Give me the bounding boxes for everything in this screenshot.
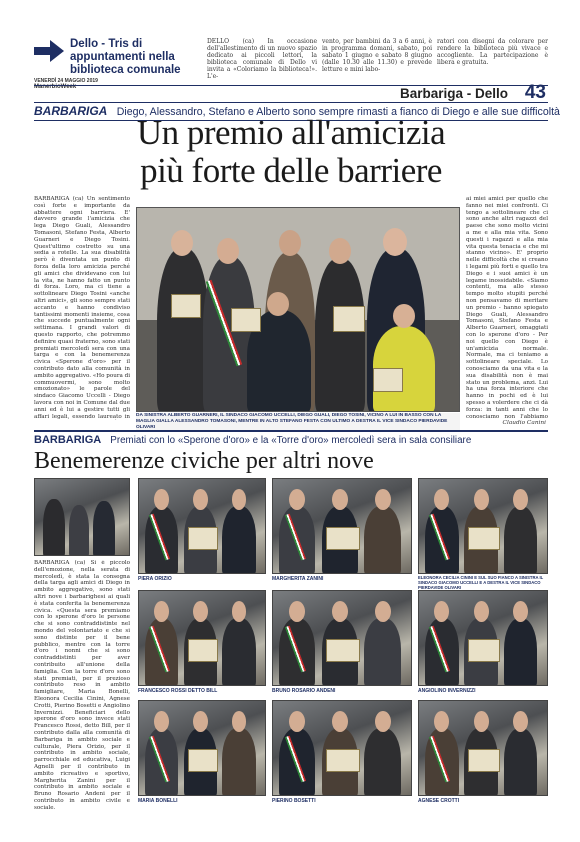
person-head (332, 489, 348, 510)
mid-col-bottom (136, 420, 238, 430)
kicker-place: BARBARIGA (34, 104, 108, 118)
person-head (193, 601, 208, 622)
person-head (154, 489, 169, 510)
person-head (289, 489, 305, 510)
person-head (375, 711, 391, 732)
headline-line-2: più forte delle barriere (140, 151, 442, 190)
award-plaque (326, 639, 360, 662)
person-head (434, 489, 449, 510)
article2-body: BARBARIGA (ca) Si è piccolo dell'emozione, nella serata di mercoledì, è stata la consegna della targa agli amici di Diego in ambito aggregativo, sono stati altri nove i barbarighesi ai quali è stata conferita la benemerenza civica. «Questa sera premiamo con lo sperone d'oro le persone che si sono contraddistinte nel mondo del volontariato e che si sono distinte per il bene pubblico, mentre con la torre d'oro i nonni che si sono contraddistinti per aver contribuito all'unione della famiglia. Con la torre d'oro sono stati premiati, per il prezioso contributo reso in ambito famigliare, Maria Bonelli, Eleonora Cecilia Cinini, Agnese Crotti, Pierino Bosetti e Angiolino Invernizzi. Beneficiari dello sperone d'oro sono invece stati Francesco Rossi, detto Bill, per il contributo dalla alla comunità di Barbariga in ambito sociale e culturale, Piera Orizio, per il contributo in ambito sociale, parrocchiale ed educativa, Luigi Agnelli per il contributo in ambito ricreativo e sportivo, Margherita Zanini per il contributo in ambito sociale e Bruno Rosario Andeni per il contributo in ambito civile e sociale. (34, 560, 130, 811)
paper-name: ManerbioWeek (34, 84, 77, 90)
award-photo-caption: MARGHERITA ZANINI (272, 576, 324, 582)
ceremony-photo (34, 478, 130, 556)
article1-headline (34, 114, 548, 190)
date-text: VENERDÌ 24 MAGGIO 2019 (34, 78, 98, 84)
person-head (375, 601, 391, 622)
person-silhouette (364, 728, 400, 796)
person-head (289, 711, 305, 732)
article-signature: Claudio Canini (502, 420, 546, 426)
top-strip-headline: Dello - Tris di appuntamenti nella biblioteca comunale (70, 38, 181, 76)
award-photo (272, 590, 412, 686)
kicker2-text: Premiati con lo «Sperone d'oro» e la «Torre d'oro» mercoledì sera in sala consiliare (110, 435, 472, 446)
award-photo-caption: PIERA ORIZIO (138, 576, 172, 582)
arrow-right-icon (34, 40, 64, 62)
person-head (434, 601, 449, 622)
section-name: Barbariga - Dello (399, 86, 508, 101)
person-silhouette (364, 618, 400, 686)
person-head (332, 601, 348, 622)
person-head (289, 601, 305, 622)
main-group-photo (136, 207, 460, 412)
award-photo-caption: AGNESE CROTTI (418, 798, 460, 804)
person-head (375, 489, 391, 510)
person-head (193, 711, 208, 732)
person-head (232, 489, 247, 510)
person-head (474, 489, 489, 510)
person-silhouette (222, 506, 255, 574)
article2-headline: Benemerenze civiche per altri nove (34, 448, 374, 474)
award-photo-caption: ELEONORA CECILIA CININI E SUL SUO FIANCO A SINISTRA IL SINDACO GIACOMO UCCELLI E A DESTRA IL VICE SINDACO PIERDAVIDE OLIVARI (418, 575, 544, 590)
headline-line-1: Un premio all'amicizia (136, 113, 446, 152)
award-plaque (326, 749, 360, 772)
award-plaque (188, 527, 219, 550)
kicker-text: Diego, Alessandro, Stefano e Alberto sono sempre rimasti a fianco di Diego e alle sue difficoltà (116, 106, 560, 118)
article2-rule (34, 430, 548, 432)
award-plaque (188, 749, 219, 772)
article1-col-left: BARBARIGA (ca) Un sentimento così forte e importante da abbattere ogni barriera. E' davvero grande l'amicizia che lega Diego Guali, Alessandro Tomasoni, Stefano Festa, Alberto Guarneri e Diego Tosini. Quest'ultimo costretto su una sedia a rotelle. La sua disabilità però è diventata un punto di forza della loro amicizia perché gli amici che dividevano con lui la vita, ne hanno fatto un punto di forza. Loro, ma ci tiene a sottolineare Diego Tosini «anche altri amici», gli sono sempre stati accanto e hanno condiviso tantissimi momenti insieme, cosa che succede puntualmente ogni settimana. I grandi valori di questo rapporto, che potremmo definire quasi fraterno, sono stati premiati mercoledì sera con una targa e con la benemerenza civica «Sperone d'oro» per il contributo dato alla comunità in ambito aggregativo. «Ho poura di commuovermi, sono molto emozionato» le parole del sindaco Giacomo Uccelli - Diego lavora con noi in Comune dal due anni ed è lui a gestire tutti gli affari legali, essendo laureato in (34, 196, 130, 420)
person-silhouette (222, 618, 255, 686)
award-photo-caption: ANGIOLINO INVERNIZZI (418, 688, 476, 694)
award-plaque (326, 527, 360, 550)
person-silhouette (364, 506, 400, 574)
person-head (474, 711, 489, 732)
person-silhouette (222, 728, 255, 796)
person-head (193, 489, 208, 510)
person-silhouette (504, 618, 538, 686)
award-photo (138, 478, 266, 574)
award-photo (418, 700, 548, 796)
article2-kicker (34, 433, 548, 448)
person-head (513, 711, 528, 732)
person-head (513, 601, 528, 622)
person-silhouette (504, 506, 538, 574)
award-photo (418, 478, 548, 574)
award-plaque (468, 527, 499, 550)
kicker2-place: BARBARIGA (34, 434, 102, 446)
article1-col-right: ai miei amici per quello che fanno nei miei confronti. Ci tengo a sottolineare che ci sono anche altri ragazzi del paese che sono molto vicini a me e alla mia vita. Sono questi i ragazzi e alla mia vita questa tenacia e che mi stanno vicino». E' proprio nelle difficoltà che si creano i legami più forti e quello tra Diego e i suoi amici è un legame inossidabile. «Siamo contenti, ma allo stesso tempo molto stupiti perché non pensavamo di meritare un premio - hanno spiegato Diego Guali, Alessandro Tomasoni, Stefano Festa e Alberto Guarneri, omaggiati con lo sperone d'oro - Per noi quello con Diego è un'amicizia normale. Normale, ma ci teniamo a sottolineare speciale. Lo conosciamo da una vita e la sua disabilità non è mai stato un problema, anzi. Lui ha una forza interiore che hanno in pochi ed è lui spesso a volerdere che ci dà forza: in tanti anni che lo conosciamo non l'abbiamo (466, 196, 548, 418)
award-photo (272, 700, 412, 796)
award-plaque (468, 639, 499, 662)
person-head (474, 601, 489, 622)
award-photo (138, 700, 266, 796)
award-plaque (188, 639, 219, 662)
top-strip-col-1: DELLO (ca) In occasione dell'allestimento di un nuovo spazio dedicato ai piccoli lettori, la biblioteca comunale di Dello vi invita a «Coloriamo la biblioteca!». L'e- (207, 38, 317, 80)
person-head (332, 711, 348, 732)
top-strip-col-3: ratori con disegni da colorare per rendere la biblioteca più vivace e accogliente. La partecipazione è libera e gratuita. (437, 38, 548, 66)
award-photo (272, 478, 412, 574)
award-photo-caption: BRUNO ROSARIO ANDENI (272, 688, 336, 694)
person-head (232, 711, 247, 732)
person-head (154, 711, 169, 732)
person-head (434, 711, 449, 732)
award-photo-caption: FRANCESCO ROSSI DETTO BILL (138, 688, 218, 694)
person-head (513, 489, 528, 510)
award-photo-caption: PIERINO BOSETTI (272, 798, 316, 804)
main-photo-caption: DA SINISTRA ALBERTO GUARNERI, IL SINDACO GIACOMO UCCELLI, DIEGO GUALI, DIEGO TOSINI, VICINO A LUI IN BASSO CON LA MAGLIA GIALLA ALESSANDRO TOMASONI, MENTRE IN ALTO STEFANO FESTA CON ULTIMO A DESTRA IL VICE SINDACO PIERDAVIDE OLIVARI (136, 413, 460, 431)
person-silhouette (504, 728, 538, 796)
person-head (154, 601, 169, 622)
award-photo (418, 590, 548, 686)
page-number: 43 (524, 82, 546, 103)
top-strip-col-2: vento, per bambini da 3 a 6 anni, è in programma domani, sabato, poi sabato 1 giugno e sabato 8 giugno (dalle 10.30 alle 11.30) e prevede letture e mini labo- (322, 38, 432, 73)
person-head (232, 601, 247, 622)
award-photo (138, 590, 266, 686)
award-plaque (468, 749, 499, 772)
award-photo-caption: MARIA BONELLI (138, 798, 178, 804)
